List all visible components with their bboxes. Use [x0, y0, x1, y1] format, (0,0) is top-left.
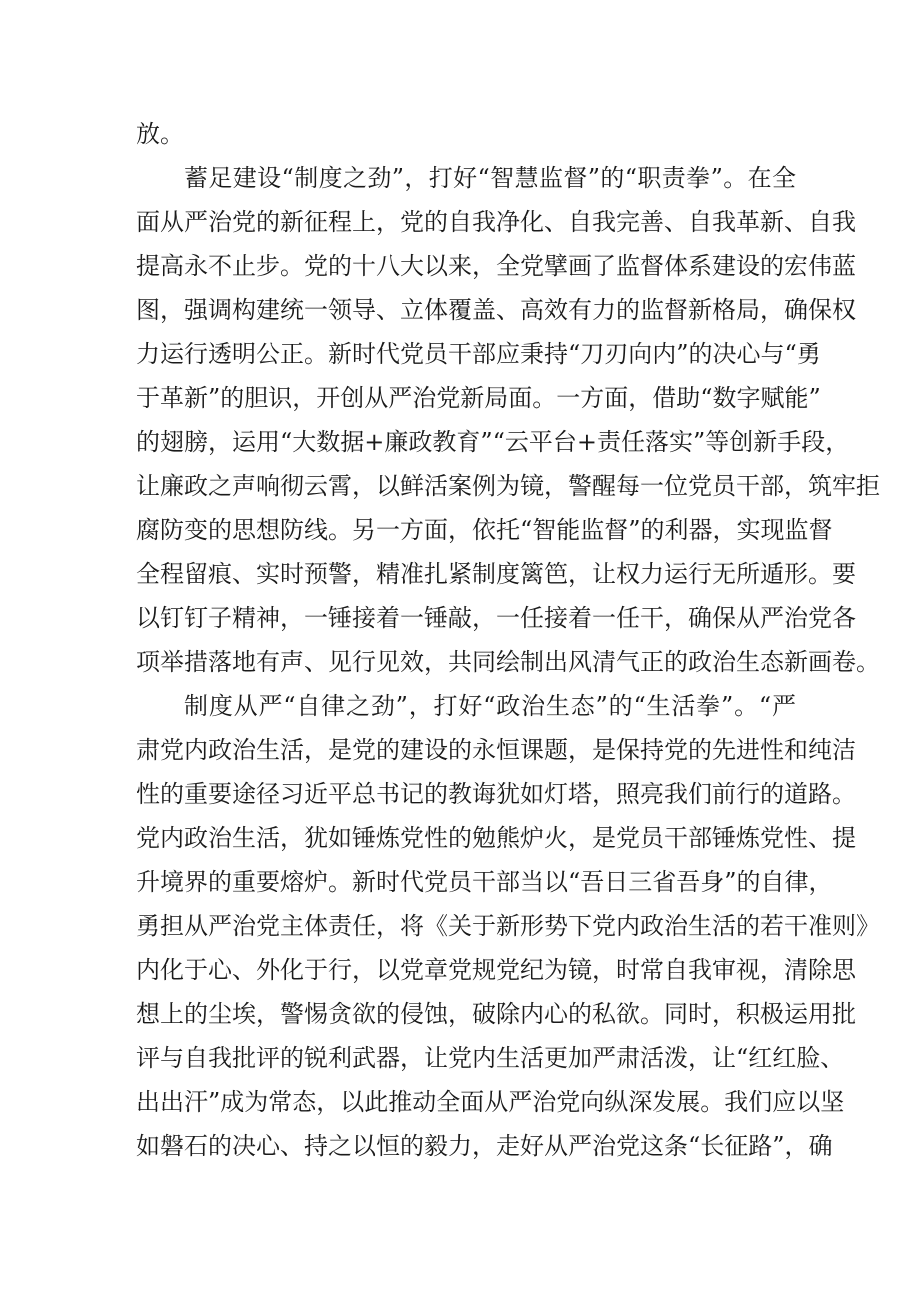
paragraph-1-line-8: 让廉政之声响彻云霄，以鲜活案例为镜，警醒每一位党员干部，筑牢拒 — [136, 472, 880, 500]
paragraph-2-line-8: 想上的尘埃，警惕贪欲的侵蚀，破除内心的私欲。同时，积极运用批 — [136, 1000, 856, 1028]
paragraph-2-line-10: 出出汗”成为常态，以此推动全面从严治党向纵深发展。我们应以坚 — [136, 1088, 845, 1116]
paragraph-1-line-12: 项举措落地有声、见行见效，共同绘制出风清气正的政治生态新画卷。 — [136, 648, 880, 676]
paragraph-1-line-1: 蓄足建设“制度之劲”，打好“智慧监督”的“职责拳”。在全 — [184, 164, 796, 192]
paragraph-1-line-6: 于革新”的胆识，开创从严治党新局面。一方面，借助“数字赋能” — [136, 384, 821, 412]
paragraph-1-line-4: 图，强调构建统一领导、立体覆盖、高效有力的监督新格局，确保权 — [136, 296, 856, 324]
paragraph-1-line-5: 力运行透明公正。新时代党员干部应秉持“刀刃向内”的决心与“勇 — [136, 340, 821, 368]
paragraph-2-line-3: 性的重要途径习近平总书记的教诲犹如灯塔，照亮我们前行的道路。 — [136, 780, 856, 808]
paragraph-2-line-7: 内化于心、外化于行，以党章党规党纪为镜，时常自我审视，清除思 — [136, 956, 856, 984]
paragraph-2-line-4: 党内政治生活，犹如锤炼党性的勉熊炉火，是党员干部锤炼党性、提 — [136, 824, 856, 852]
paragraph-1-line-3: 提高永不止步。党的十八大以来，全党擘画了监督体系建设的宏伟蓝 — [136, 252, 856, 280]
paragraph-1-line-7: 的翅膀，运用“大数据+廉政教育”“云平台+责任落实”等创新手段， — [136, 428, 850, 456]
paragraph-2-line-6: 勇担从严治党主体责任，将《关于新形势下党内政治生活的若干准则》 — [136, 912, 880, 940]
paragraph-2-line-5: 升境界的重要熔炉。新时代党员干部当以“吾日三省吾身”的自律， — [136, 868, 833, 896]
paragraph-2-line-9: 评与自我批评的锐利武器，让党内生活更加严肃活泼，让“红红脸、 — [136, 1044, 845, 1072]
paragraph-1-line-2: 面从严治党的新征程上，党的自我净化、自我完善、自我革新、自我 — [136, 208, 856, 236]
paragraph-1-line-11: 以钉钉子精神，一锤接着一锤敲，一任接着一任干，确保从严治党各 — [136, 604, 856, 632]
text-line-1: 放。 — [136, 120, 184, 148]
paragraph-2-line-11: 如磐石的决心、持之以恒的毅力，走好从严治党这条“长征路”，确 — [136, 1132, 833, 1160]
paragraph-2-line-2: 肃党内政治生活，是党的建设的永恒课题，是保持党的先进性和纯洁 — [136, 736, 856, 764]
paragraph-1-line-10: 全程留痕、实时预警，精准扎紧制度篱笆，让权力运行无所遁形。要 — [136, 560, 856, 588]
paragraph-1-line-9: 腐防变的思想防线。另一方面，依托“智能监督”的利器，实现监督 — [136, 516, 833, 544]
paragraph-2-line-1: 制度从严“自律之劲”，打好“政治生态”的“生活拳”。“严 — [184, 692, 796, 720]
